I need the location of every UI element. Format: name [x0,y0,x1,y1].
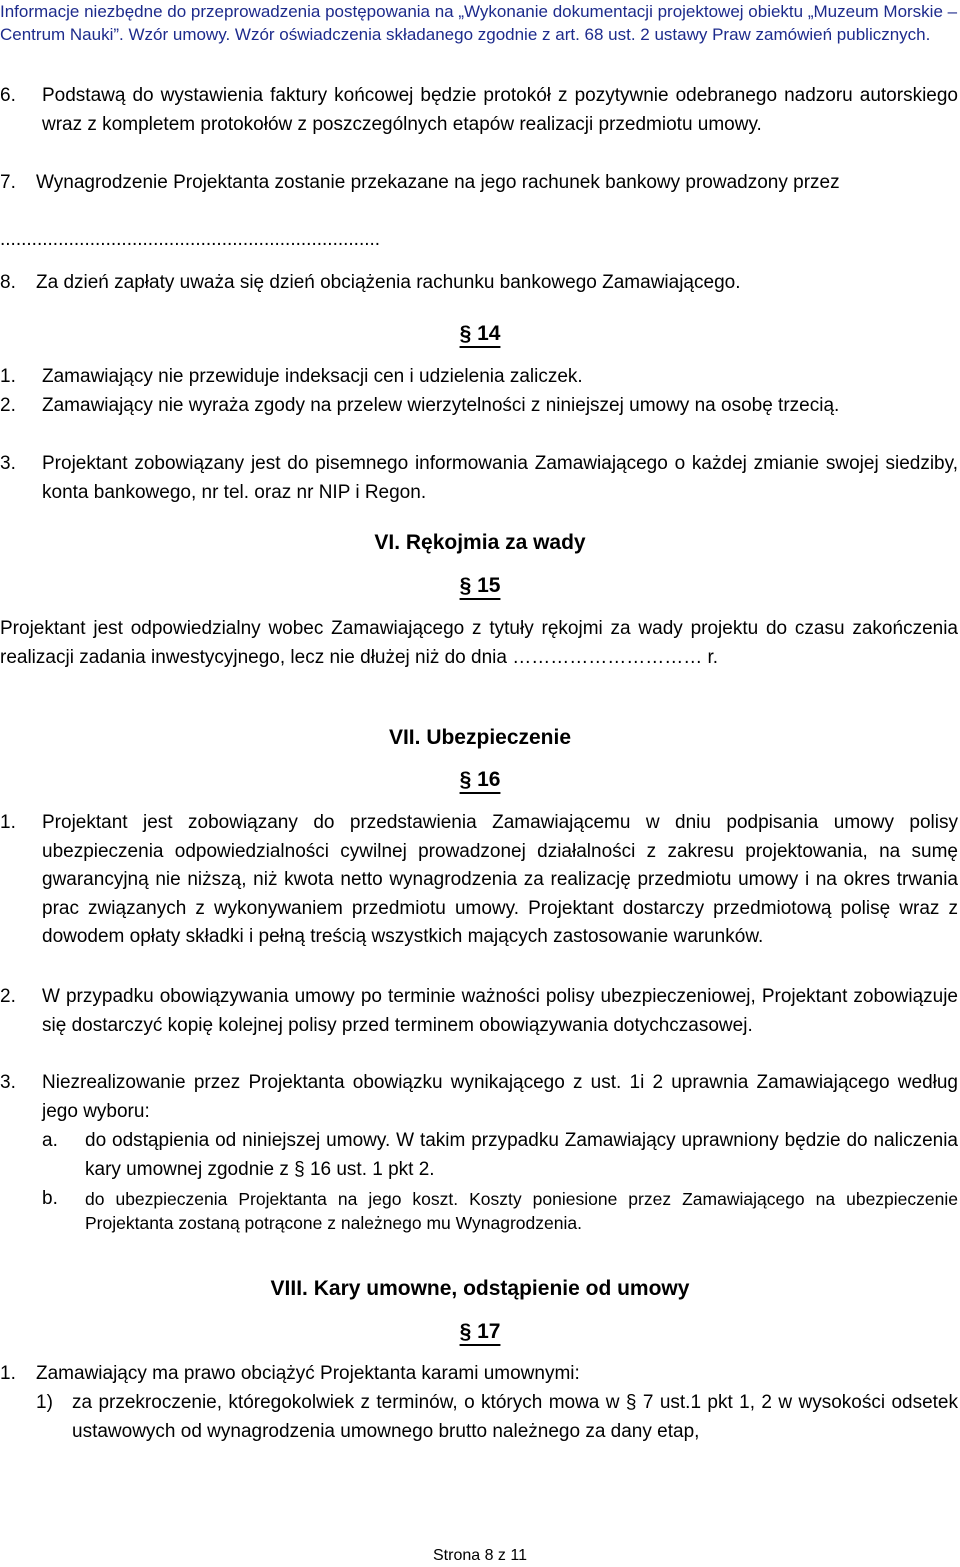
item-text: Projektant zobowiązany jest do pisemnego informowania Zamawiającego o każdej zmianie swojej siedziby, konta bankowego, nr tel. oraz nr NIP i Regon. [42,453,958,503]
item-number: 6. [0,85,16,106]
item-number: 3. [0,453,16,474]
subitem-text: do ubezpieczenia Projektanta na jego koszt. Koszty poniesione przez Zamawiającego na ubezpieczenie Projektanta zostaną potrącone z należnego mu Wynagrodzenia. [85,1189,958,1233]
subitem-text: za przekroczenie, któregokolwiek z terminów, o których mowa w § 7 ust.1 pkt 1, 2 w wysokości odsetek ustawowych od wynagrodzenia umownego brutto należnego za dany etap, [72,1392,958,1442]
page-footer [0,1546,960,1566]
blank-line-dots [0,226,958,255]
item-text: Wynagrodzenie Projektanta zostanie przekazane na jego rachunek bankowy prowadzony przez [36,172,840,193]
item-number: 2. [0,395,16,416]
chapter-7-title: VII. Ubezpieczenie [388,726,572,749]
item-number: 7. [0,172,16,193]
item-number: 1. [0,366,16,387]
item-text: Podstawą do wystawienia faktury końcowej będzie protokół z pozytywnie odebranego nadzoru autorskiego wraz z kompletem protokołów z poszczególnych etapów realizacji przedmiotu umowy. [42,85,958,135]
item-text: Projektant jest zobowiązany do przedstawienia Zamawiającemu w dniu podpisania umowy polisy ubezpieczenia odpowiedzialności cywilnej prowadzonej działalności z zakresu projektowania, na sumę gwarancyjną nie niższą, niż kwota netto wynagrodzenia za realizację przedmiotu umowy i na okres trwania prac związanych z wykonywaniem przedmiotu umowy. Projektant dostarczy przedmiotową polisę wraz z dowodem opłaty składki i pełną treścią wszystkich mających zastosowanie warunków. [42,812,958,947]
subitem-text: do odstąpienia od niniejszej umowy. W takim przypadku Zamawiający uprawniony będzie do naliczenia kary umownej zgodnie z § 16 ust. 1 pkt 2. [85,1130,958,1180]
header-text: Informacje niezbędne do przeprowadzenia postępowania na „Wykonanie dokumentacji projektowej obiektu „Muzeum Morskie – Centrum Nauki”. Wzór umowy. Wzór oświadczenia składanego zgodnie z art. 68 ust. 2 ustawy Praw zamówień publicznych. [0,2,958,44]
subitem-letter: a. [42,1130,58,1151]
item-number: 2. [0,986,16,1007]
item-text: Zamawiający nie przewiduje indeksacji cen i udzielenia zaliczek. [42,366,583,387]
item-text: Zamawiający nie wyraża zgody na przelew wierzytelności z niniejszej umowy na osobę trzecią. [42,395,840,416]
page-number: Strona 8 z 11 [433,1547,527,1564]
section-16-label: § 16 [459,768,501,791]
subitem-letter: b. [42,1188,58,1209]
document-header [0,0,958,46]
section-15-label: § 15 [459,574,501,597]
item-number: 1. [0,1363,16,1384]
chapter-6-title: VI. Rękojmia za wady [374,531,586,554]
section-14-label: § 14 [459,322,501,345]
chapter-8-title: VIII. Kary umowne, odstąpienie od umowy [270,1277,690,1300]
item-number: 8. [0,272,16,293]
item-number: 1. [0,812,16,833]
chapter-6-text: Projektant jest odpowiedzialny wobec Zamawiającego z tytuły rękojmi za wady projektu do czasu zakończenia realizacji zadania inwestycyjnego, lecz nie dłużej niż do dnia ………………………… r. [0,618,958,668]
item-text: Niezrealizowanie przez Projektanta obowiązku wynikającego z ust. 1i 2 uprawnia Zamawiającego według jego wyboru: [42,1072,958,1122]
item-text: Zamawiający ma prawo obciążyć Projektanta karami umownymi: [36,1363,580,1384]
item-text: W przypadku obowiązywania umowy po terminie ważności polisy ubezpieczeniowej, Projektant zobowiązuje się dostarczyć kopię kolejnej polisy przed terminem obowiązywania dotychczasowej. [42,986,958,1036]
item-number: 3. [0,1072,16,1093]
dots: ........................................................................ [0,229,381,250]
section-17-label: § 17 [459,1320,501,1343]
item-text: Za dzień zapłaty uważa się dzień obciążenia rachunku bankowego Zamawiającego. [36,272,741,293]
subitem-number: 1) [36,1392,53,1413]
